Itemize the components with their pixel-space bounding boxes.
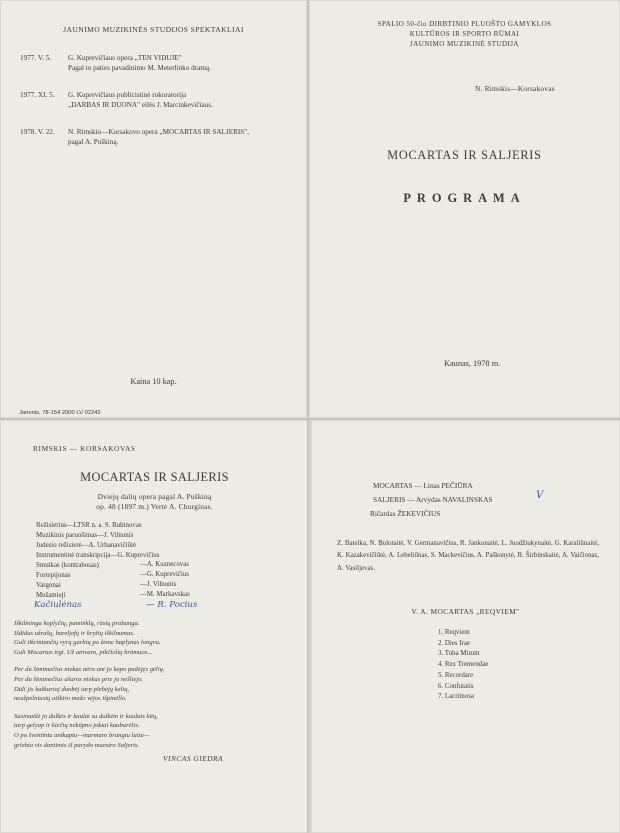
programa-heading: PROGRAMA (403, 191, 526, 205)
event-date: 1977. XI. 5. (20, 91, 55, 99)
event-note: Pagal to paties pavadinimo M. Meterlinko dramą. (68, 64, 211, 72)
credit-line: Judesio režisierė—A. Urbanavičiūtė (36, 542, 137, 549)
requiem-list (438, 628, 488, 703)
event-title: G. Kuprevičiaus opera „TEN VIDUJE" (68, 54, 182, 62)
credit-line: Instrumentinė transkripcija—G. Kuprevičius (36, 552, 160, 559)
requiem-item: 5. Recordare (438, 671, 474, 679)
event-note: pagal A. Puškiną. (68, 138, 119, 146)
requiem-item: 6. Confutatis (438, 682, 474, 690)
credit-line: Režisierius—LTSR n. a. S. Rubinovas (36, 522, 142, 529)
poem-line: Susimaišė jo dulkės ir kaulai su dulkėm ir kaulais kitų, (14, 712, 158, 720)
credit-role: Mušamieji (36, 592, 66, 599)
poem-line: griebia vis dantimis iš pavydo maestro Saljeris. (14, 741, 140, 749)
poem-line: tarp gelyap ir kiečių nekūpno jokiai kauburėlis. (14, 722, 140, 730)
org-line-1: SPALIO 50-čio DIRBTINIO PLUOŠTO GAMYKLOS (377, 20, 552, 28)
cast-salieri: SALJERIS — Arvydas NAVALINSKAS (373, 495, 493, 504)
inner-right-page (311, 420, 620, 833)
horizontal-fold-line (0, 418, 620, 420)
credit-name: —G. Kuprevičius (140, 571, 189, 578)
composer-heading: RIMSKIS — KORSAKOVAS (33, 444, 136, 453)
credit-role: Smuikas (kontrabosas) (36, 562, 99, 569)
credit-name: —J. Vilnonis (140, 581, 177, 588)
handwritten-tick: V (536, 490, 544, 501)
poem-line: Per du šimtmečius ašaros niekas prie jo nešliejo. (14, 675, 144, 683)
requiem-item: 2. Dies Irae (438, 639, 470, 647)
poem-stanza-break (14, 704, 165, 712)
event-title: N. Rimskio—Korsakovo opera „MOCARTAS IR SALJERIS", (68, 128, 250, 136)
handwritten-note-left: Kačiulėnas (34, 600, 82, 610)
poem-line: neužpelniusių aiškiro mažo vėjos išpinėllo. (14, 695, 127, 703)
credit-name: —A. Kuznecovas (140, 561, 189, 568)
poem-stanza-break (14, 657, 165, 665)
poem-line: Per du šimtmečius niekas nėra ant jo kapo padėjęs gėlių. (14, 666, 165, 674)
opera-subtitle-1: Dviejų dalių opera pagal A. Puškiną (97, 492, 212, 501)
opera-title: MOCARTAS IR SALJERIS (387, 148, 542, 162)
place-year: Kaunas, 1978 m. (444, 359, 501, 368)
credit-role: Fortepijonas (36, 572, 71, 579)
org-line-2: KULTŪROS IR SPORTO RŪMAI (409, 30, 520, 38)
credit-role: Vargonai (36, 582, 61, 589)
price-label: Kaina 10 kap. (130, 377, 177, 386)
requiem-item: 4. Rex Tremendae (438, 661, 489, 669)
inner-left-page (0, 420, 309, 833)
back-cover-page (0, 0, 307, 418)
poem-line: Iškilminga koplyčių, paminklų, rūsių prabanga. (14, 620, 140, 627)
cast-third: Ričardas ŽEKEVIČIUS (370, 509, 441, 518)
event-date: 1977. V. 5. (20, 54, 52, 62)
performances-heading: JAUNIMO MUZIKINĖS STUDIJOS SPEKTAKLIAI (63, 25, 244, 34)
poem-line: Guli Mocartas irgi. Už anivaro, pikčiolių brūmuos... (14, 648, 153, 656)
poem (14, 619, 165, 750)
poem-line: Guli tikrintančių vyrų garbių po žeme haplynas longva. (14, 639, 161, 647)
front-cover-page (309, 0, 620, 418)
imprint-line: Janonis, 78-154 2000 LV 02242 (19, 410, 101, 416)
poet-name: VINCAS GIEDRA (163, 754, 224, 763)
requiem-heading: V. A. MOCARTAS „REQVIEM" (411, 607, 520, 616)
opera-subtitle-2: op. 48 (1897 m.) Vertė A. Churginas. (96, 502, 213, 511)
choir-members: Z. Batelka, N. Bulotaitė, V. Germanavičius, R. Jankonaitė, L. Juodžiukynaitė, G. Karaliūnaitė, K. Kazakevičiūtė, A. Lebeliūnas, S. Mackevičius, A. Paškonytė, R. Širbinskaitė, A. Vaičionas, A. Vasiljevas. (337, 540, 599, 572)
event-note: „DARBAS IR DUONA" eilės J. Marcinkevičiaus. (68, 101, 213, 109)
credit-line: Muzikinis paruošimas—J. Vilnonis (36, 532, 134, 539)
org-line-3: JAUNIMO MUZIKINĖ STUDIJA (410, 40, 519, 48)
poem-line: Dūli jis kažkurioj duobėj tarp plebėjų kelių, (14, 685, 130, 693)
poem-line: Išdidus užrašų, bareljefų ir kryžių iškilnumas. (14, 629, 135, 637)
event-entry (20, 90, 213, 110)
event-date: 1978. V. 22. (20, 128, 55, 136)
event-title: G. Kuprevičiaus publicistinė rokoratorija (68, 91, 187, 99)
requiem-item: 7. Lacrimosa (438, 693, 474, 701)
organization-header (309, 19, 620, 49)
poem-line: O po šventintu antkapiu—marmuro brangiu luitu— (14, 731, 150, 739)
composer-name: N. Rimskis—Korsakovas (475, 84, 555, 93)
opera-title: MOCARTAS IR SALJERIS (80, 470, 229, 484)
event-entry (20, 127, 249, 147)
requiem-item: 1. Reqviem (438, 629, 470, 636)
requiem-item: 3. Tuba Mirum (438, 650, 480, 658)
vertical-fold-line (307, 0, 309, 833)
handwritten-note-right: — R. Pocius (146, 600, 198, 610)
event-entry (20, 53, 211, 73)
cast-mozart: MOCARTAS — Linas PEČIŪRA (373, 481, 473, 490)
credit-name: —M. Markavskas (140, 591, 190, 598)
